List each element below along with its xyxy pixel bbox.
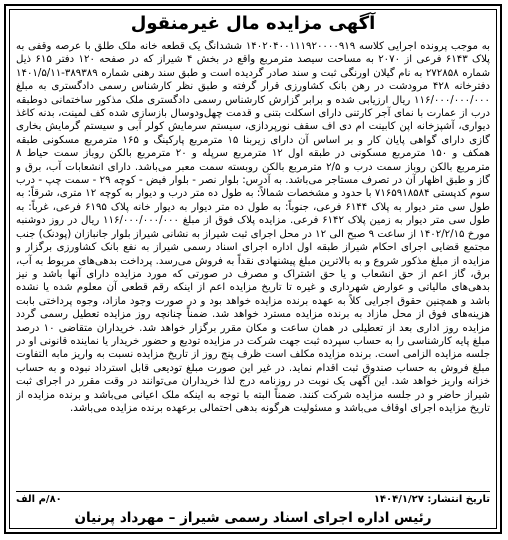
- publish-date: تاریخ انتشار: ۱۴۰۴/۱/۲۷: [373, 494, 490, 505]
- notice-frame: [4, 4, 502, 534]
- notice-code: ۸۰/م الف: [16, 494, 62, 505]
- notice-body: [16, 40, 490, 488]
- footer-divider: [16, 491, 490, 492]
- notice-title: آگهی مزایده مال غیرمنقول: [130, 13, 376, 34]
- notice-body-paragraph: به موجب پرونده اجرایی کلاسه ۱۴۰۲۰۴۰۰۱۱۱۹۲۰۰۰۰۹۱۹ ششدانگ یک قطعه خانه ملک طلق با عرصه وقفی به پلاک ۶۱۴۳ فرعی از ۲۰۷۰ به مساحت سیصد مترمربع واقع در بخش ۴ شیراز که در صفحه ۱۲۰ دفتر ۶۱۵ ذیل شماره ۲۷۲۸۵۸ به نام گیلان اورنگی ثبت و سند صادر گردیده است و طبق سند رهنی شماره ۳۸۹۳۸۹-۱۴۰۱/۵/۱۱ دفترخانه ۴۲۸ مرودشت در رهن بانک کشاورزی قرار گرفته و طبق نظر کارشناس رسمی دادگستری به مبلغ ۱۱۶/۰۰۰/۰۰۰/۰۰۰ ریال ارزیابی شده و برابر گزارش کارشناس رسمی دادگستری ملک مذکور ساختمانی دوطبقه درب از عمارت با نمای آجر کارتنی دارای اسکلت بتنی و قدمت چهل‌ودوسال بازسازی شده کف لمینت، بدنه کاغذ دیواری، آشپزخانه اپن کابینت ام دی اف سقف نورپردازی، سیستم سرمایش کولر آبی و سیستم گرمایش بخاری گازی دارای گواهی پایان کار و بر اساس آن دارای زیربنا ۱۵ مترمربع پارکینگ و ۱۶۵ مترمربع مسکونی طبقه همکف و ۱۵۰ مترمربع مسکونی در طبقه اول ۱۲ مترمربع سرپله و ۲۰ مترمربع بالکن روباز سمت حیاط ۸ مترمربع بالکن روباز سمت درب و ۲/۵ مترمربع بالکن روبسته سمت معبر می‌باشد. دارای انشعابات آب، برق و گاز و طبق اظهار آن در تصرف مستاجر می‌باشد. به آدرس: بلوار نصر - بلوار فیض - کوچه ۲۹ - سمت چپ - درب سوم کدپستی ۷۱۶۵۹۱۸۵۸۴ با حدود و مشخصات شمالاً: به طول ده متر درب و دیوار به کوچه ۱۲ متری، شرقاً: به طول سی متر دیوار به پلاک ۶۱۴۴ فرعی، جنوباً: به طول ده متر دیوار به دیوار خانه پلاک ۶۱۹۵ فرعی، غرباً: به طول سی متر دیوار به زمین پلاک ۶۱۴۲ فرعی. مزایده پلاک فوق از مبلغ ۱۱۶/۰۰۰/۰۰۰/۰۰۰ ریال در روز دوشنبه مورخ ۱۴۰۲/۲/۱۵ از ساعت ۹ صبح الی ۱۲ در محل اجرای ثبت شیراز به نشانی شیراز بلوار جانبازان (پودنک) جنب مجتمع قضایی اجرای احکام شیراز طبقه اول اداره اجرای اسناد رسمی شیراز به نفع بانک کشاورزی برگزار و مزایده از مبلغ مذکور شروع و به بالاترین مبلغ پیشنهادی نقداً به فروش می‌رسد. پرداخت بدهی‌های مربوط به آب، برق، گاز اعم از حق انشعاب و یا حق اشتراک و مصرف در صورتی که مورد مزایده دارای آنها باشد و نیز بدهی‌های مالیاتی و عوارض شهرداری و غیره تا تاریخ مزایده اعم از اینکه رقم قطعی آن معلوم شده یا نشده باشد و همچنین حقوق اجرایی کلاً به عهده برنده مزایده خواهد بود و در صورت وجود مازاد، وجوه پرداختی بابت هزینه‌های فوق از محل مازاد به برنده مزایده مسترد خواهد شد. ضمناً چنانچه روز مزایده تعطیل رسمی گردد مزایده روز اداری بعد از تعطیلی در همان ساعت و مکان مقرر برگزار خواهد شد. خریداران متقاضی ۱۰ درصد مبلغ پایه کارشناسی را به حساب سپرده ثبت جهت شرکت در مزایده تودیع و حضور خریدار یا نماینده قانونی او در جلسه مزایده الزامی است. برنده مزایده مکلف است ظرف پنج روز از تاریخ مزایده نسبت به واریز مابه التفاوت مبلغ فروش به حساب صندوق ثبت اقدام نماید. در غیر این صورت مبلغ تودیعی قابل استرداد نبوده و به حساب خزانه واریز خواهد شد. این آگهی یک نوبت در روزنامه درج لذا خریداران می‌توانند در وقت مقرر در اجرای ثبت شیراز حاضر و در جلسه مزایده شرکت کنند. ضمناً البته با توجه به اینکه ملک اعیانی می‌باشد و برنده مزایده از تاریخ مزایده اجرای اوقاف می‌باشد و مسئولیت هرگونه بدهی احتمالی برعهده برنده مزایده می‌باشد.: [16, 41, 490, 414]
- notice-inner-border: [9, 9, 497, 529]
- notice-meta-row: [16, 494, 490, 508]
- signature-line: رئیس اداره اجرای اسناد رسمی شیراز – مهرداد پرنیان: [74, 510, 432, 526]
